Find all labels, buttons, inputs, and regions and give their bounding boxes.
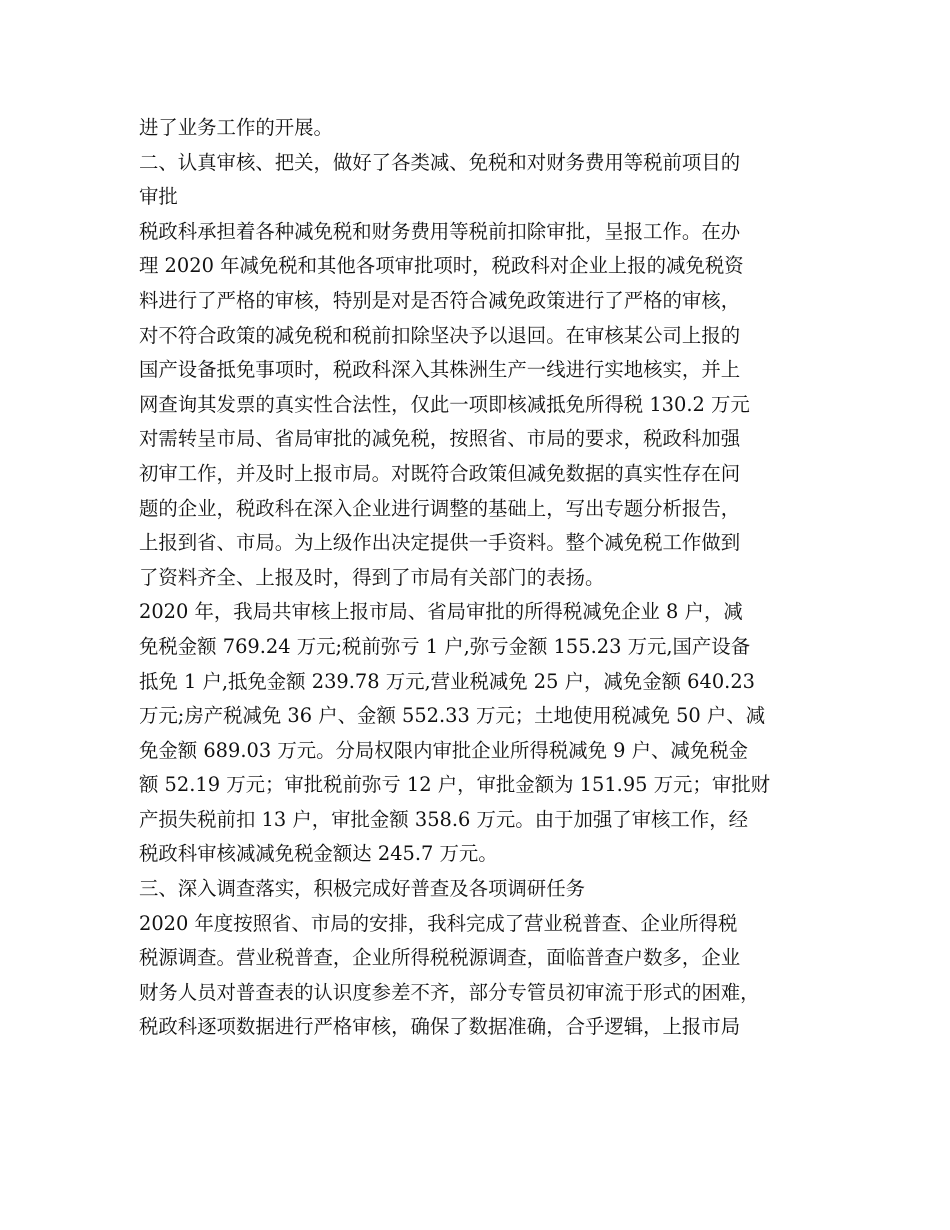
text-line: 2020 年度按照省、市局的安排，我科完成了营业税普查、企业所得税 [139,911,738,935]
text-line: 料进行了严格的审核，特别是对是否符合减免政策进行了严格的审核， [139,288,741,312]
text-line: 对需转呈市局、省局审批的减免税，按照省、市局的要求，税政科加强 [139,427,741,451]
text-line: 理 2020 年减免税和其他各项审批项时，税政科对企业上报的减免税资 [139,254,744,278]
text-line: 对不符合政策的减免税和税前扣除坚决予以退回。在审核某公司上报的 [139,323,741,347]
text-line: 免税金额 769.24 万元;税前弥亏 1 户,弥亏金额 155.23 万元,国产设备 [139,634,751,658]
text-line: 进了业务工作的开展。 [139,116,333,139]
document-body [139,111,819,1045]
text-line: 税政科审核减减免税金额达 245.7 万元。 [139,842,498,866]
text-line: 税源调查。营业税普查，企业所得税税源调查，面临普查户数多，企业 [139,946,741,970]
section-heading-2-cont: 审批 [139,185,178,209]
text-line: 网查询其发票的真实性合法性，仅此一项即核减抵免所得税 130.2 万元 [139,392,750,416]
text-line: 产损失税前扣 13 户，审批金额 358.6 万元。由于加强了审核工作，经 [139,807,748,831]
text-line: 初审工作，并及时上报市局。对既符合政策但减免数据的真实性存在问 [139,461,741,485]
text-line: 上报到省、市局。为上级作出决定提供一手资料。整个减免税工作做到 [139,531,741,555]
text-line: 国产设备抵免事项时，税政科深入其株洲生产一线进行实地核实，并上 [139,358,741,382]
text-line: 税政科逐项数据进行严格审核，确保了数据准确，合乎逻辑，上报市局 [139,1015,741,1039]
text-line: 额 52.19 万元；审批税前弥亏 12 户，审批金额为 151.95 万元；审批财 [139,773,770,797]
text-line: 了资料齐全、上报及时，得到了市局有关部门的表扬。 [139,565,605,589]
text-line: 抵免 1 户,抵免金额 239.78 万元,营业税减免 25 户，减免金额 640.23 [139,669,755,693]
text-line: 财务人员对普查表的认识度参差不齐，部分专管员初审流于形式的困难， [139,980,760,1004]
text-line: 万元;房产税减免 36 户、金额 552.33 万元；土地使用税减免 50 户、减 [139,704,766,728]
text-line: 2020 年，我局共审核上报市局、省局审批的所得税减免企业 8 户，减 [139,600,743,624]
text-line: 税政科承担着各种减免税和财务费用等税前扣除审批，呈报工作。在办 [139,219,741,243]
section-heading-3: 三、深入调查落实，积极完成好普查及各项调研任务 [139,877,585,901]
section-heading-2: 二、认真审核、把关，做好了各类减、免税和对财务费用等税前项目的 [139,150,741,174]
text-line: 题的企业，税政科在深入企业进行调整的基础上，写出专题分析报告， [139,496,741,520]
text-line: 免金额 689.03 万元。分局权限内审批企业所得税减免 9 户、减免税金 [139,738,748,762]
